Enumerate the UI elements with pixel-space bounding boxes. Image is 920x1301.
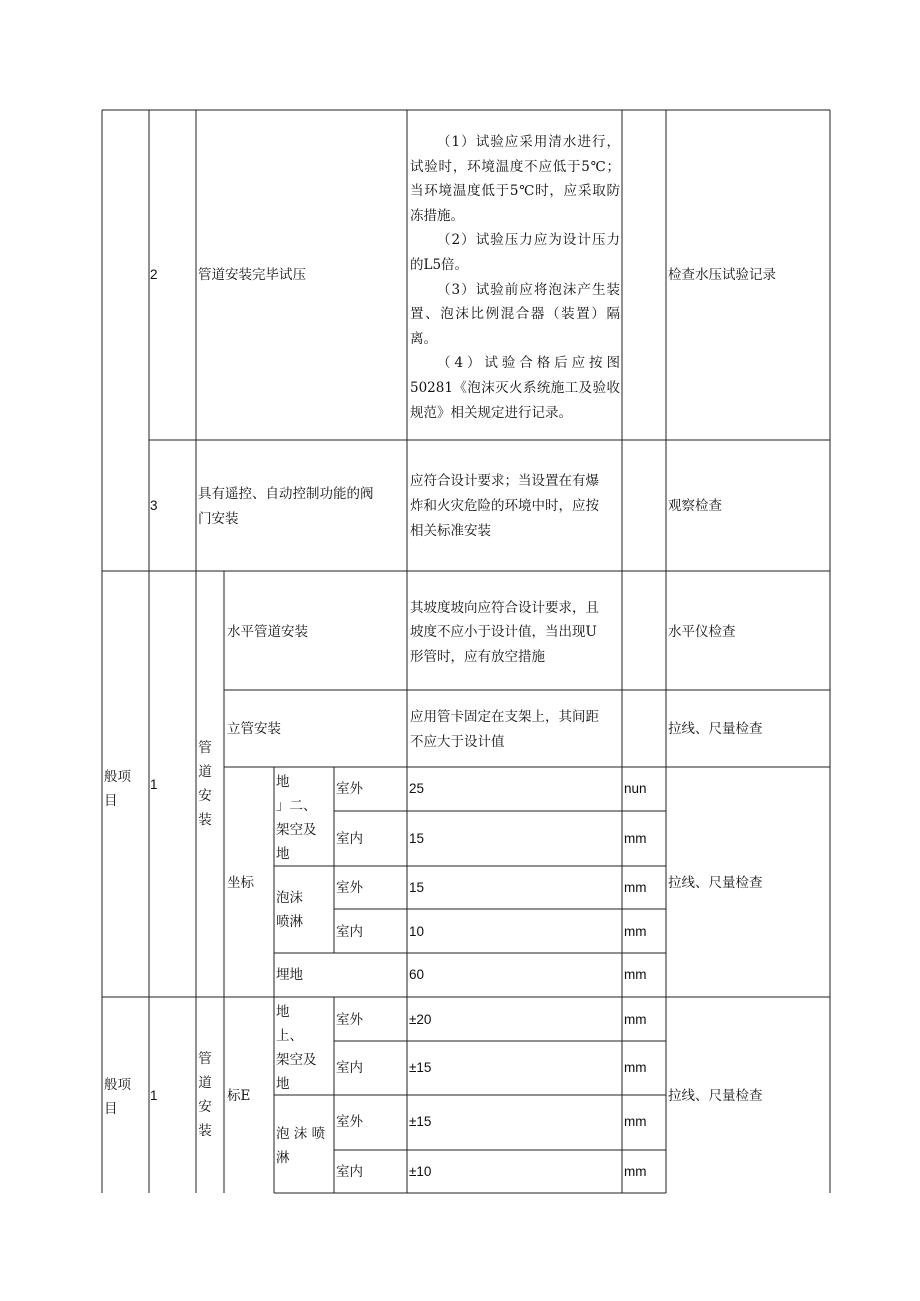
ground-label-line: 架空及 — [276, 822, 317, 838]
vertical-pipe-item: 立管安装 — [227, 721, 281, 737]
value-cell: ±15 — [409, 1114, 432, 1129]
unit-cell: mm — [624, 1012, 647, 1027]
group-char: 安 — [198, 1099, 212, 1115]
group-char: 道 — [198, 1075, 212, 1091]
requirement-paragraph: （1）试验应采用清水进行，试验时，环境温度不应低于5℃；当环境温度低于5℃时，应采取防冻措施。 — [410, 134, 620, 224]
group-char: 装 — [198, 812, 212, 828]
row3-req-line: 应符合设计要求；当设置在有爆 — [410, 473, 599, 489]
category-label: 般项 — [104, 1077, 131, 1093]
category-label: 目 — [104, 1101, 118, 1117]
vertical-req-line: 应用管卡固定在支架上，其间距 — [410, 709, 599, 725]
ground-label-line: 地 — [276, 1004, 290, 1020]
row2-method: 检查水压试验记录 — [668, 267, 776, 283]
unit-cell: mm — [624, 1114, 647, 1129]
row3-index: 3 — [150, 498, 158, 513]
horizontal-method: 水平仪检查 — [668, 624, 736, 640]
row2-requirements — [410, 130, 620, 425]
value-cell: ±10 — [409, 1164, 432, 1179]
unit-cell: mm — [624, 924, 647, 939]
place-cell: 室外 — [336, 1012, 363, 1028]
foam-label-line: 喷淋 — [276, 914, 303, 930]
group-char: 管 — [198, 740, 212, 756]
ground-label-line: 架空及 — [276, 1052, 317, 1068]
vertical-method: 拉线、尺量检查 — [668, 721, 763, 737]
ground-label-line: 」二、 — [276, 798, 317, 814]
requirement-paragraph: （2）试验压力应为设计压力的L5倍。 — [410, 232, 620, 273]
requirement-paragraph: （4）试验合格后应按图50281《泡沫灭火系统施工及验收规范》相关规定进行记录。 — [410, 355, 620, 421]
foam-label-line: 泡 沫 喷 — [276, 1126, 326, 1142]
group-char: 道 — [198, 764, 212, 780]
elevation-label: 标E — [227, 1088, 251, 1104]
place-cell: 室外 — [336, 781, 363, 797]
row3-item-line: 门安装 — [198, 511, 239, 527]
value-cell: 10 — [409, 924, 425, 939]
ground-label-line: 地 — [276, 846, 290, 862]
buried-label: 埋地 — [276, 967, 303, 983]
category-label: 目 — [104, 793, 118, 809]
unit-cell: mm — [624, 1060, 647, 1075]
horizontal-req-line: 坡度不应小于设计值，当出现U — [410, 624, 597, 640]
row3-item-line: 具有遥控、自动控制功能的阀 — [198, 486, 374, 502]
value-cell: 25 — [409, 781, 425, 796]
group-char: 管 — [198, 1051, 212, 1067]
horizontal-req-line: 形管时，应有放空措施 — [410, 649, 545, 665]
place-cell: 室内 — [336, 1164, 363, 1180]
block2-method: 拉线、尺量检查 — [668, 1088, 763, 1104]
requirement-paragraph: （3）试验前应将泡沫产生装置、泡沫比例混合器（装置）隔离。 — [410, 281, 620, 347]
value-cell: 15 — [409, 831, 425, 846]
vertical-req-line: 不应大于设计值 — [410, 734, 505, 750]
value-cell: 15 — [409, 880, 425, 895]
group-char: 安 — [198, 788, 212, 804]
value-cell: ±20 — [409, 1012, 432, 1027]
coordinate-label: 坐标 — [227, 875, 254, 891]
row3-method: 观察检查 — [668, 498, 722, 514]
place-cell: 室内 — [336, 1060, 363, 1076]
unit-cell: mm — [624, 967, 647, 982]
block1-method: 拉线、尺量检查 — [668, 875, 763, 891]
place-cell: 室内 — [336, 831, 363, 847]
unit-cell: mm — [624, 880, 647, 895]
row2-item: 管道安装完毕试压 — [198, 267, 306, 283]
horizontal-pipe-item: 水平管道安装 — [227, 624, 308, 640]
block2-index: 1 — [150, 1088, 158, 1103]
place-cell: 室内 — [336, 924, 363, 940]
unit-cell: mm — [624, 831, 647, 846]
value-cell: 60 — [409, 967, 425, 982]
group-label-vertical — [196, 736, 214, 832]
unit-cell: mm — [624, 1164, 647, 1179]
row3-req-line: 炸和火灾危险的环境中时，应按 — [410, 498, 599, 514]
foam-label-line: 泡沫 — [276, 890, 303, 906]
block1-index: 1 — [150, 777, 158, 792]
group-label-vertical — [196, 1047, 214, 1143]
ground-label-line: 上、 — [276, 1028, 303, 1044]
unit-cell: nun — [624, 781, 647, 796]
row2-index: 2 — [150, 267, 158, 282]
ground-label-line: 地 — [276, 1076, 290, 1092]
foam-label-line: 淋 — [276, 1150, 290, 1166]
ground-label-line: 地 — [276, 774, 290, 790]
category-label: 般项 — [104, 769, 131, 785]
place-cell: 室外 — [336, 1114, 363, 1130]
horizontal-req-line: 其坡度坡向应符合设计要求，且 — [410, 600, 599, 616]
group-char: 装 — [198, 1123, 212, 1139]
row3-req-line: 相关标准安装 — [410, 523, 491, 539]
place-cell: 室外 — [336, 880, 363, 896]
value-cell: ±15 — [409, 1060, 432, 1075]
